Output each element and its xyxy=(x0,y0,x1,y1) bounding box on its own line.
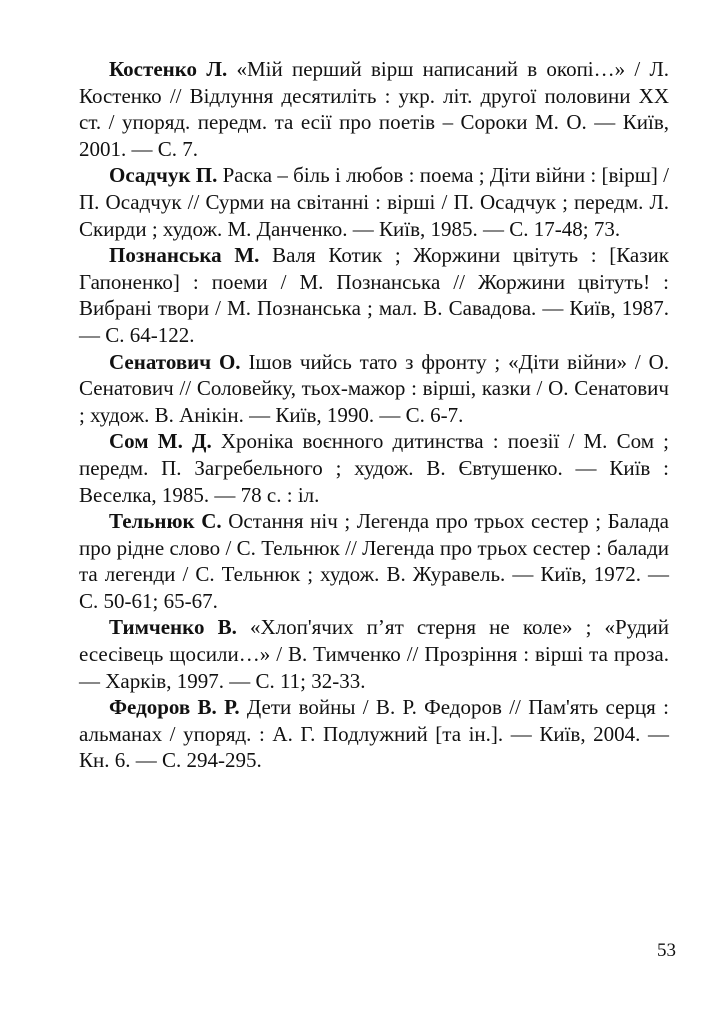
bibliography-entry xyxy=(79,614,669,694)
entry-author: Костенко Л. xyxy=(109,57,228,81)
entry-author: Сом М. Д. xyxy=(109,429,212,454)
entry-author: Тельнюк С. xyxy=(109,509,222,534)
entry-text: «Мій перший вірш написаний в окопі…» / Л. Костенко // Відлуння десятиліть : укр. літ. другої половини ХХ ст. / упоряд. передм. та есії про поетів – Сороки М. О. — Київ, 2001. — С. 7. xyxy=(79,57,669,161)
entry-text: Остання ніч ; Легенда про трьох сестер ; Балада про рідне слово / С. Тельнюк // Легенда про трьох сестер : балади та легенди / С. Тельнюк ; худож. В. Журавель. — Київ, 1972. — С. 50-61; 65-67. xyxy=(79,509,670,613)
entry-author: Познанська М. xyxy=(109,243,260,268)
bibliography-entry xyxy=(79,56,669,162)
entry-text: Ішов чийсь тато з фронту ; «Діти війни» / О. Сенатович // Соловейку, тьох-мажор : вірші, казки / О. Сенатович ; худож. В. Анікін. — Київ, 1990. — С. 6-7. xyxy=(79,349,670,427)
entry-text: Раска – біль і любов : поема ; Діти війни : [вірш] / П. Осадчук // Сурми на світанні : вірші / П. Осадчук ; передм. Л. Скирди ; худож. М. Данченко. — Київ, 1985. — С. 17-48; 73. xyxy=(79,163,669,241)
entry-author: Сенатович О. xyxy=(109,349,241,374)
entry-author: Осадчук П. xyxy=(109,163,218,188)
entry-text: Хроніка воєнного дитинства : поезії / М. Сом ; передм. П. Загребельного ; худож. В. Євтушенко. — Київ : Веселка, 1985. — 78 с. : іл. xyxy=(79,429,669,507)
bibliography-entry xyxy=(79,242,669,348)
bibliography-entry xyxy=(79,349,669,429)
bibliography-entry xyxy=(79,162,669,242)
page-body xyxy=(79,56,669,774)
entry-text: «Хлоп'ячих п’ят стерня не коле» ; «Рудий есесівець щосили…» / В. Тимченко // Прозріння : вірші та проза. — Харків, 1997. — С. 11; 32-33. xyxy=(79,615,670,693)
entry-author: Тимченко В. xyxy=(109,615,237,640)
entry-text: Валя Котик ; Жоржини цвітуть : [Казик Гапоненко] : поеми / М. Познанська // Жоржини цвітуть! : Вибрані твори / М. Познанська ; мал. В. Савадова. — Київ, 1987. — С. 64-122. xyxy=(79,243,669,347)
entry-author: Федоров В. Р. xyxy=(109,695,240,720)
bibliography-entry xyxy=(79,694,669,774)
page-number: 53 xyxy=(657,940,676,961)
bibliography-entry xyxy=(79,428,669,508)
bibliography-entry xyxy=(79,508,669,614)
entry-text: Дети войны / В. Р. Федоров // Пам'ять серця : альманах / упоряд. : А. Г. Подлужний [та ін.]. — Київ, 2004. — Кн. 6. — С. 294-295. xyxy=(79,695,669,773)
